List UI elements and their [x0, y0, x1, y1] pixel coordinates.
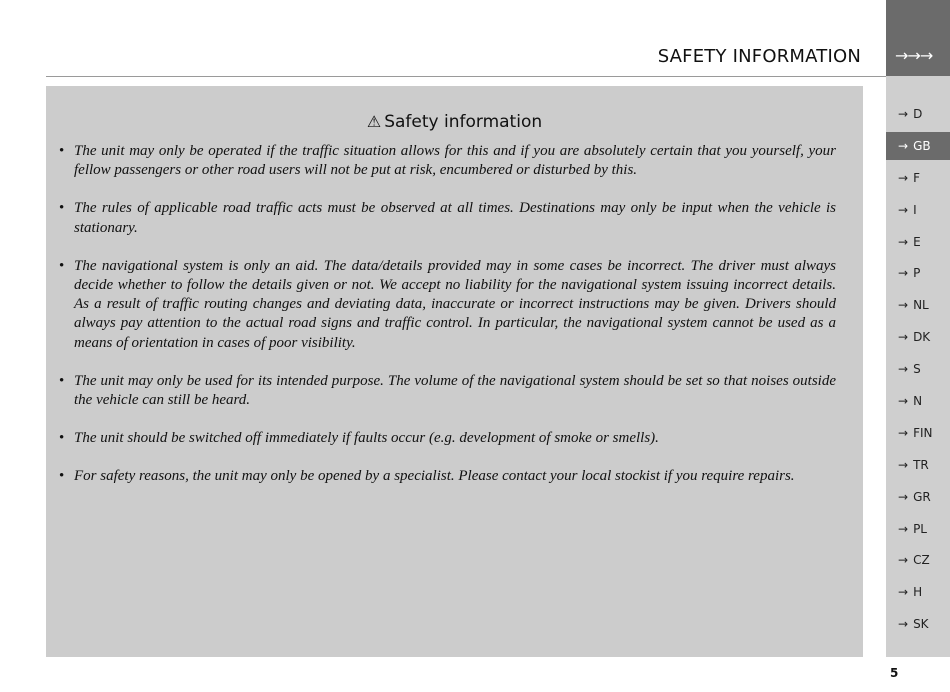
language-tab-sk[interactable]	[886, 610, 950, 638]
arrow-right-icon: →	[898, 489, 909, 504]
language-tab-tr[interactable]	[886, 451, 950, 479]
language-tab-gr[interactable]	[886, 483, 950, 511]
safety-bullet-text: The unit may only be used for its intended purpose. The volume of the navigational system should be set so that noises outside the vehicle can still be heard.	[74, 372, 836, 409]
arrow-right-icon: →	[898, 170, 909, 185]
language-tab-n[interactable]	[886, 387, 950, 415]
arrow-right-icon: →	[898, 202, 909, 217]
language-tab-h[interactable]	[886, 578, 950, 606]
bullet-icon: •	[59, 143, 65, 159]
safety-info-box	[46, 86, 863, 657]
safety-bullet-item	[59, 372, 836, 410]
language-code-label: I	[913, 202, 917, 217]
bullet-icon: •	[59, 372, 65, 389]
arrow-right-icon: →	[898, 457, 909, 472]
arrow-right-icon: →	[898, 425, 909, 440]
sidebar-header	[886, 0, 950, 76]
language-code-label: TR	[913, 457, 929, 472]
language-tab-pl[interactable]	[886, 515, 950, 543]
arrow-right-icon: →	[898, 234, 909, 249]
arrow-right-icon: →	[898, 362, 909, 377]
language-code-label: NL	[913, 298, 929, 313]
language-list	[886, 100, 950, 642]
arrow-right-icon: →	[898, 521, 909, 536]
language-code-label: SK	[913, 617, 929, 632]
safety-bullet-text: The unit may only be operated if the traffic situation allows for this and if you are absolutely certain that you yourself, your fellow passengers or other road users will not be put at risk, encumbered or disturbed by this.	[74, 143, 836, 179]
language-tab-nl[interactable]	[886, 291, 950, 319]
arrow-right-icon: →	[898, 107, 909, 121]
bullet-icon: •	[59, 257, 65, 274]
arrow-right-icon: →	[898, 330, 909, 345]
language-code-label: P	[913, 266, 921, 281]
arrow-right-icon: →	[898, 298, 909, 313]
language-code-label: D	[913, 107, 923, 121]
language-sidebar	[886, 0, 950, 692]
language-tab-cz[interactable]	[886, 546, 950, 574]
language-tab-f[interactable]	[886, 164, 950, 192]
arrow-right-icon: →	[898, 394, 909, 409]
language-code-label: PL	[913, 521, 927, 536]
language-tab-fin[interactable]	[886, 419, 950, 447]
language-code-label: H	[913, 585, 923, 600]
header-divider	[46, 76, 886, 77]
language-code-label: CZ	[913, 553, 930, 568]
bullet-icon: •	[59, 468, 65, 485]
bullet-icon: •	[59, 430, 65, 447]
language-code-label: GR	[913, 489, 931, 504]
safety-bullet-text: For safety reasons, the unit may only be opened by a specialist. Please contact your local stockist if you require repairs.	[74, 468, 795, 485]
language-code-label: DK	[913, 330, 931, 345]
language-code-label: E	[913, 234, 921, 249]
warning-triangle-icon: ⚠	[366, 112, 382, 131]
bullet-icon: •	[59, 200, 65, 217]
language-tab-e[interactable]	[886, 228, 950, 256]
language-tab-dk[interactable]	[886, 323, 950, 351]
language-code-label: FIN	[913, 425, 933, 440]
language-code-label: F	[913, 170, 920, 185]
language-tab-s[interactable]	[886, 355, 950, 383]
language-tab-i[interactable]	[886, 196, 950, 224]
language-tab-d[interactable]	[886, 100, 950, 128]
arrow-right-icon: →	[898, 617, 909, 632]
language-code-label: N	[913, 394, 923, 409]
forward-arrows-icon[interactable]: →→→	[895, 46, 933, 65]
safety-bullet-text: The navigational system is only an aid. The data/details provided may in some cases be incorrect. The driver must always decide whether to follow the details given or not. We accept no liability for the navigational system issuing incorrect details. As a result of traffic routing changes and deviating data, inaccurate or incorrect instructions may be given. Drivers should always pay attention to the actual road signs and traffic control. In particular, the navigational system cannot be used as a means of orientation in cases of poor visibility.	[74, 257, 836, 351]
safety-bullet-list	[59, 142, 836, 506]
page-title: SAFETY INFORMATION	[657, 46, 861, 67]
section-heading-text: Safety information	[384, 112, 543, 132]
arrow-right-icon: →	[898, 553, 909, 568]
page-number: 5	[890, 666, 899, 680]
section-heading	[46, 112, 863, 132]
language-code-label: GB	[913, 138, 931, 153]
safety-bullet-item	[59, 199, 836, 237]
safety-bullet-item	[59, 429, 836, 448]
arrow-right-icon: →	[898, 585, 909, 600]
safety-bullet-text: The unit should be switched off immediately if faults occur (e.g. development of smoke or smells).	[74, 430, 659, 447]
language-code-label: S	[913, 362, 921, 377]
language-tab-p[interactable]	[886, 259, 950, 287]
safety-bullet-item	[59, 142, 836, 180]
safety-bullet-item	[59, 257, 836, 353]
language-tab-gb[interactable]	[886, 132, 950, 160]
safety-bullet-item	[59, 467, 836, 486]
arrow-right-icon: →	[898, 266, 909, 281]
safety-bullet-text: The rules of applicable road traffic acts must be observed at all times. Destinations may only be input when the vehicle is stationary.	[74, 200, 836, 236]
arrow-right-icon: →	[898, 138, 909, 153]
